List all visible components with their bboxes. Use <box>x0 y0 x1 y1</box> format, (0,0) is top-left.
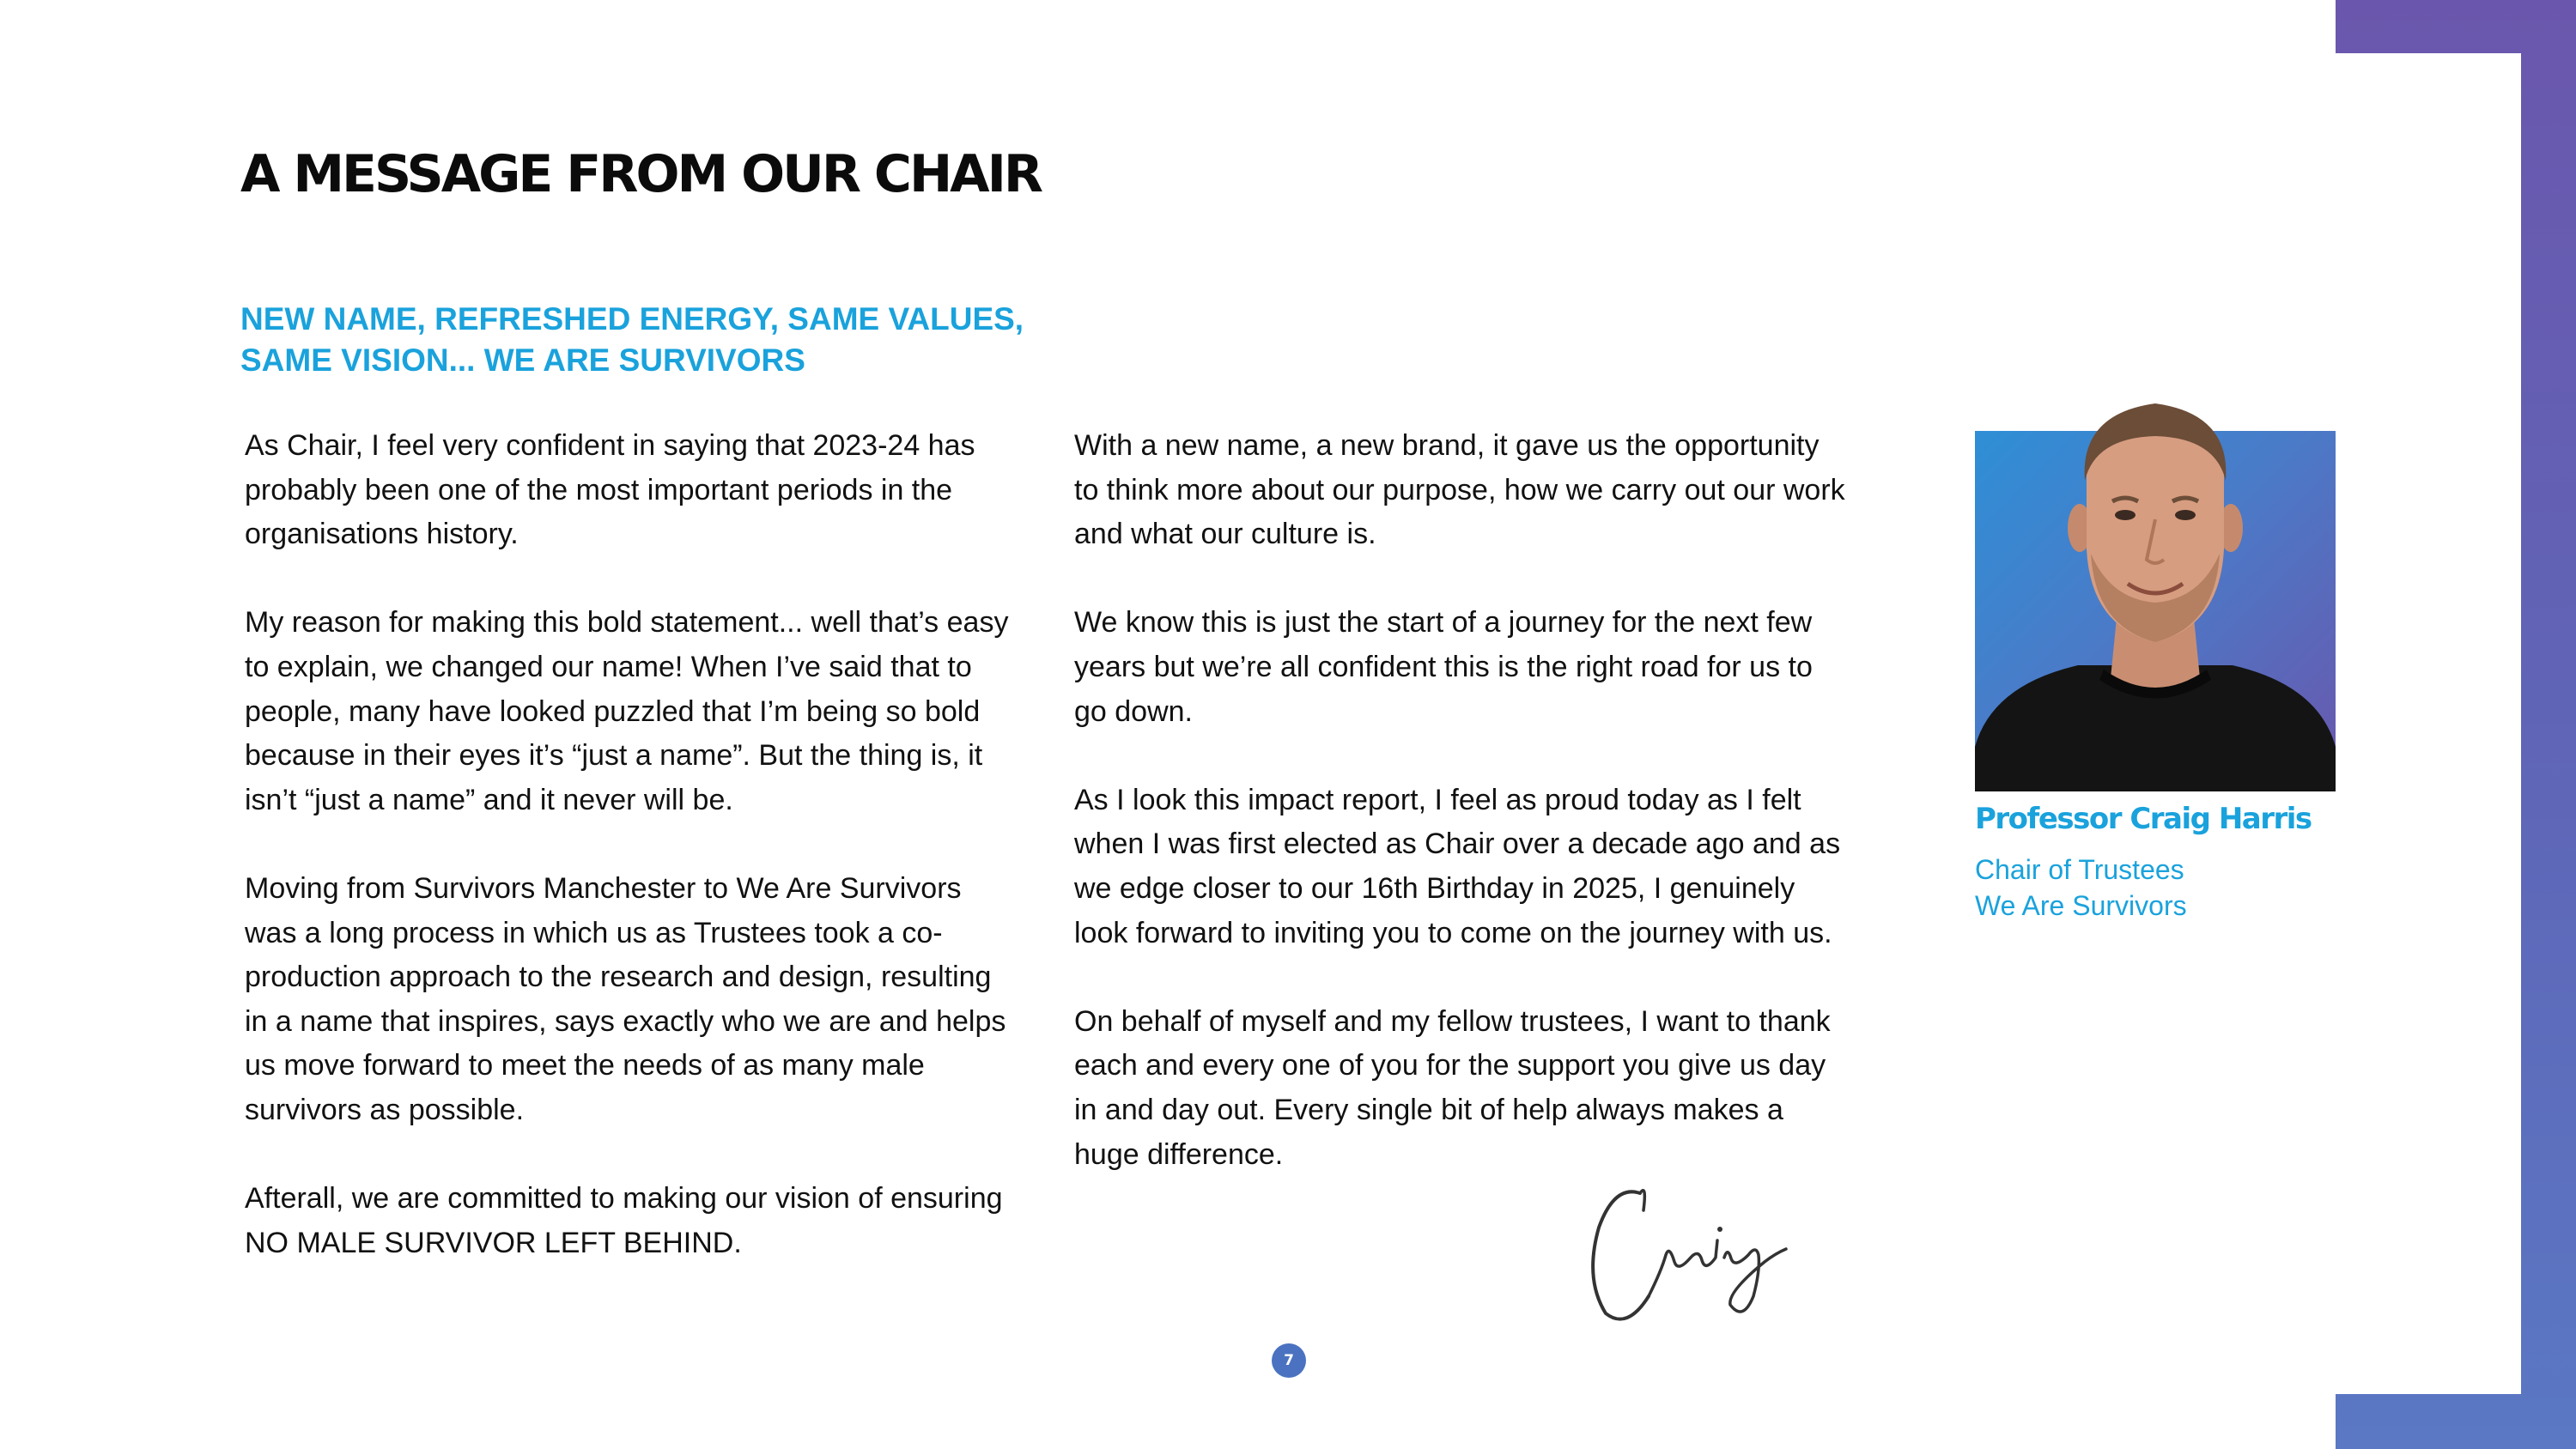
page-number-badge: 7 <box>1272 1343 1306 1378</box>
role-line-2: We Are Survivors <box>1975 890 2187 921</box>
page-subtitle <box>240 299 1099 381</box>
chair-role <box>1975 852 2187 924</box>
role-line-1: Chair of Trustees <box>1975 854 2184 885</box>
signature-image <box>1580 1176 1803 1339</box>
chair-name: Professor Craig Harris <box>1975 802 2312 836</box>
subtitle-line-1: NEW NAME, REFRESHED ENERGY, SAME VALUES, <box>240 301 1024 336</box>
paragraph: As I look this impact report, I feel as proud today as I felt when I was first elected as Chair over a decade ago and as we edge closer to our 16th Birthday in 2025, I genuinely look forward to inviting you to come on the journey with us. <box>1074 783 1841 949</box>
paragraph: With a new name, a new brand, it gave us the opportunity to think more about our purpose, how we carry out our work and what our culture is. <box>1074 429 1845 551</box>
portrait-illustration <box>1975 369 2336 791</box>
page-title: A MESSAGE FROM OUR CHAIR <box>240 144 1042 204</box>
paragraph: As Chair, I feel very confident in saying that 2023-24 has probably been one of the most important periods in the organisations history. <box>245 429 975 551</box>
paragraph: Moving from Survivors Manchester to We Are Survivors was a long process in which us as Trustees took a co-production approach to the research and design, resulting in a name that inspires, says exactly who we are and helps us move forward to meet the needs of as many male survivors as possible. <box>245 871 1006 1126</box>
paragraph: We know this is just the start of a journey for the next few years but we’re all confident this is the right road for us to go down. <box>1074 606 1813 728</box>
paragraph: My reason for making this bold statement... well that’s easy to explain, we changed our name! When I’ve said that to people, many have looked puzzled that I’m being so bold because in their eyes it’s “just a name”. But the thing is, it isn’t “just a name” and it never will be. <box>245 606 1009 816</box>
paragraph: On behalf of myself and my fellow trustees, I want to thank each and every one of you for the support you give us day in and day out. Every single bit of help always makes a huge difference. <box>1074 1004 1831 1171</box>
subtitle-line-2: SAME VISION... WE ARE SURVIVORS <box>240 343 805 378</box>
profile-photo <box>1975 369 2336 791</box>
right-column <box>1074 424 1847 1222</box>
paragraph: Afterall, we are committed to making our vision of ensuring NO MALE SURVIVOR LEFT BEHIND. <box>245 1182 1003 1259</box>
left-column <box>245 424 1018 1310</box>
